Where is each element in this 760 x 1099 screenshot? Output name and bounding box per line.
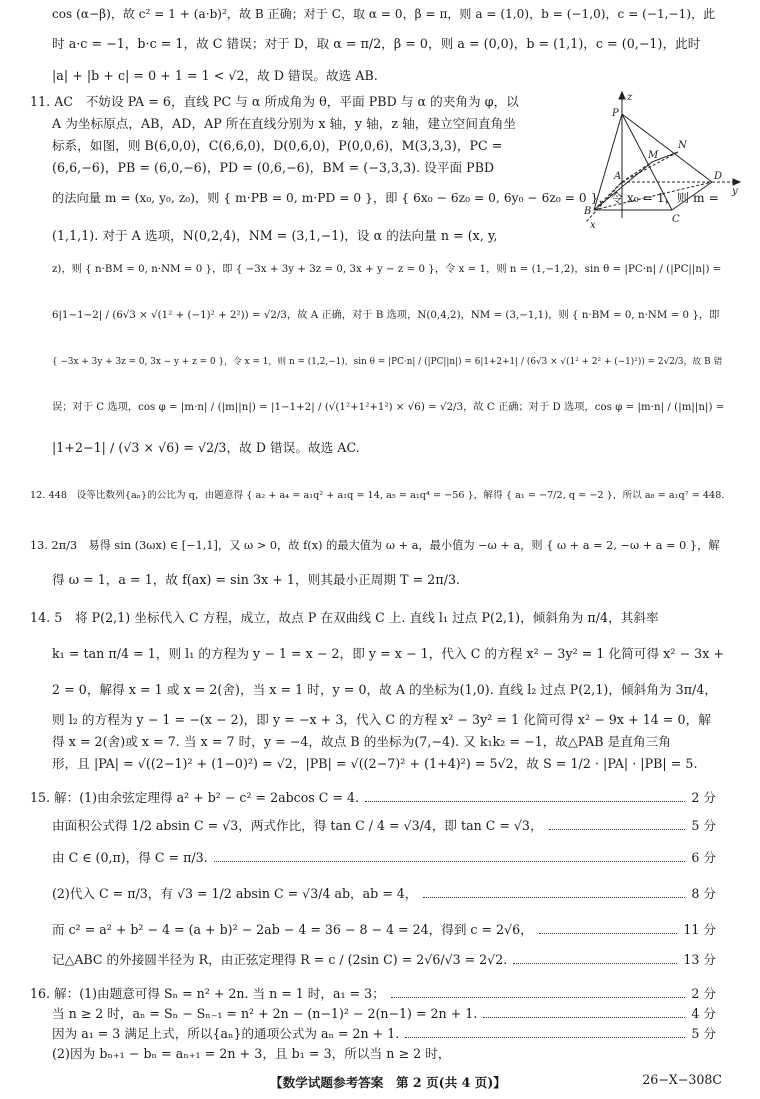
text-line: 13. 2π/3 易得 sin (3ωx) ∈ [−1,1]，又 ω > 0，故 f(x) 的最大值为 ω + a，最小值为 −ω + a，则 { ω + a = 2, −ω + a = 0 }，解	[30, 539, 720, 552]
text-line: 12. 448 设等比数列{aₙ}的公比为 q，由题意得 { a₂ + a₄ = a₁q² + a₁q = 14, a₅ = a₁q⁴ = −56 }，解得 { a₁ = −7/2, q = −2 }，所以 a₈ = a₁q⁷ = 448.	[30, 490, 725, 501]
leader-dots	[549, 821, 686, 830]
leader-dots	[483, 1009, 685, 1018]
footer-code: 26−X−308C	[642, 1072, 722, 1087]
y-axis-arrow	[733, 179, 740, 185]
text-line: 14. 5 将 P(2,1) 坐标代入 C 方程，成立，故点 P 在双曲线 C 上. 直线 l₁ 过点 P(2,1)，倾斜角为 π/4，其斜率	[30, 610, 659, 625]
text-line: (1,1,1). 对于 A 选项，N(0,2,4)，NM = (3,1,−1)，设 α 的法向量 n = (x, y,	[52, 228, 498, 243]
scored-line	[52, 920, 716, 940]
leader-dots	[214, 853, 686, 862]
score-label: 6 分	[691, 850, 716, 865]
text-line: 得 x = 2(舍)或 x = 7. 当 x = 7 时，y = −4，故点 B 的坐标为(7,−4). 又 k₁k₂ = −1，故△PAB 是直角三角	[52, 734, 671, 749]
text-line: |1+2−1| / (√3 × √6) = √2/3，故 D 错误。故选 AC.	[52, 440, 360, 455]
scored-text: 15. 解：(1)由余弦定理得 a² + b² − c² = 2abcos C = 4.	[30, 790, 359, 805]
footer-title: 【数学试题参考答案 第 2 页(共 4 页)】	[270, 1075, 506, 1090]
leader-dots	[365, 793, 685, 802]
score-label: 2 分	[691, 986, 716, 1001]
scored-line	[52, 1004, 716, 1024]
segment-AM	[622, 162, 652, 182]
label-M: M	[648, 150, 659, 161]
label-z: z	[627, 92, 633, 103]
text-line: cos (α−β)，故 c² = 1 + (a·b)²，故 B 正确；对于 C，取 α = 0，β = π，则 a = (1,0)，b = (−1,0)，c = (−1,−1)，此	[52, 7, 716, 21]
label-x: x	[590, 220, 596, 230]
leader-dots	[391, 989, 686, 998]
text-line: (6,6,−6)，PB = (6,0,−6)，PD = (0,6,−6)，BM = (−3,3,3). 设平面 PBD	[52, 160, 495, 175]
score-label: 5 分	[691, 1026, 716, 1041]
text-line: 的法向量 m = (x₀, y₀, z₀)，则 { m·PB = 0, m·PD = 0 }，即 { 6x₀ − 6z₀ = 0, 6y₀ − 6z₀ = 0 }，令 x₀ = 1，则 m =	[52, 191, 719, 205]
scored-line	[52, 950, 716, 970]
scored-text: 16. 解：(1)由题意可得 Sₙ = n² + 2n. 当 n = 1 时，a₁ = 3；	[30, 986, 385, 1001]
scored-text: 因为 a₁ = 3 满足上式，所以{aₙ}的通项公式为 aₙ = 2n + 1.	[52, 1026, 400, 1041]
score-label: 4 分	[691, 1006, 716, 1021]
leader-dots	[423, 889, 685, 898]
label-B: B	[584, 206, 592, 217]
scored-text: 记△ABC 的外接圆半径为 R，由正弦定理得 R = c / (2sin C) = 2√6/√3 = 2√2.	[52, 952, 508, 967]
coordinate-figure	[572, 90, 742, 230]
scored-text: 由面积公式得 1/2 absin C = √3，两式作比，得 tan C / 4 = √3/4，即 tan C = √3，	[52, 818, 543, 833]
scored-line	[52, 848, 716, 868]
text-line: z)，则 { n·BM = 0, n·NM = 0 }，即 { −3x + 3y + 3z = 0, 3x + y − z = 0 }，令 x = 1，则 n = (1,−1,2)，sin θ = |PC·n| / (|PC||n|) =	[52, 264, 722, 275]
edge-CD	[672, 182, 712, 210]
label-A: A	[614, 171, 622, 182]
score-label: 2 分	[691, 790, 716, 805]
scored-line	[52, 1024, 716, 1044]
text-line: 误；对于 C 选项，cos φ = |m·n| / (|m||n|) = |1−1+2| / (√(1²+1²+1²) × √6) = √2/3，故 C 正确；对于 D 选项，cos φ = |m·n| / (|m||n|) =	[52, 402, 725, 413]
label-P: P	[612, 108, 619, 119]
text-line: |a| + |b + c| = 0 + 1 = 1 < √2，故 D 错误。故选 AB.	[52, 68, 378, 83]
scored-line	[52, 884, 716, 904]
scored-line	[30, 788, 716, 808]
label-D: D	[714, 171, 723, 182]
scored-line	[52, 816, 716, 836]
score-label: 5 分	[691, 818, 716, 833]
scored-text: (2)代入 C = π/3，有 √3 = 1/2 absin C = √3/4 ab，ab = 4，	[52, 886, 418, 901]
text-line: 11. AC 不妨设 PA = 6，直线 PC 与 α 所成角为 θ，平面 PBD 与 α 的夹角为 φ，以	[30, 94, 519, 109]
text-line: 得 ω = 1，a = 1，故 f(ax) = sin 3x + 1，则其最小正周期 T = 2π/3.	[52, 572, 461, 587]
text-line: 6|1−1−2| / (6√3 × √(1² + (−1)² + 2²)) = √2/3，故 A 正确，对于 B 选项，N(0,4,2)，NM = (3,−1,1)，则 { n·BM = 0, n·NM = 0 }，即	[52, 310, 720, 321]
text-line: k₁ = tan π/4 = 1，则 l₁ 的方程为 y − 1 = x − 2，即 y = x − 1，代入 C 的方程 x² − 3y² = 1 化简可得 x² − 3x +	[52, 646, 725, 661]
scored-text: 由 C ∈ (0,π)，得 C = π/3.	[52, 850, 208, 865]
text-line: (2)因为 bₙ₊₁ − bₙ = aₙ₊₁ = 2n + 3，且 b₁ = 3，所以当 n ≥ 2 时，	[52, 1046, 451, 1061]
edge-PD	[622, 114, 712, 182]
edge-PC	[622, 114, 672, 210]
text-line: 标系，如图，则 B(6,0,0)，C(6,6,0)，D(0,6,0)，P(0,0,6)，M(3,3,3)，PC =	[52, 138, 503, 153]
score-label: 8 分	[691, 886, 716, 901]
label-N: N	[678, 140, 687, 151]
text-line: 2 = 0，解得 x = 1 或 x = 2(舍)，当 x = 1 时，y = 0，故 A 的坐标为(1,0). 直线 l₂ 过点 P(2,1)，倾斜角为 3π/4，	[52, 682, 718, 697]
leader-dots	[539, 925, 678, 934]
text-line: 则 l₂ 的方程为 y − 1 = −(x − 2)，即 y = −x + 3，代入 C 的方程 x² − 3y² = 1 化简可得 x² − 9x + 14 = 0，解	[52, 712, 711, 727]
scored-text: 而 c² = a² + b² − 4 = (a + b)² − 2ab − 4 = 36 − 8 − 4 = 24，得到 c = 2√6，	[52, 922, 533, 937]
scored-text: 当 n ≥ 2 时，aₙ = Sₙ − Sₙ₋₁ = n² + 2n − (n−1)² − 2(n−1) = 2n + 1.	[52, 1006, 478, 1021]
text-line: { −3x + 3y + 3z = 0, 3x − y + z = 0 }，令 x = 1，则 n = (1,2,−1)，sin θ = |PC·n| / (|PC||n|) = 6|1+2+1| / (6√3 × √(1² + 2² + (−1)²)) = 2√2/3，故 B 错	[52, 357, 723, 367]
score-label: 11 分	[683, 922, 716, 937]
scored-line	[30, 984, 716, 1004]
text-line: 形，且 |PA| = √((2−1)² + (1−0)²) = √2，|PB| = √((2−7)² + (1+4)²) = 5√2，故 S = 1/2 · |PA| · |PB| = 5.	[52, 756, 698, 771]
leader-dots	[513, 955, 677, 964]
text-line: A 为坐标原点，AB，AD，AP 所在直线分别为 x 轴，y 轴，z 轴，建立空间直角坐	[52, 116, 516, 131]
leader-dots	[405, 1029, 685, 1038]
score-label: 13 分	[683, 952, 716, 967]
label-y: y	[732, 186, 738, 197]
text-line: 时 a·c = −1，b·c = 1，故 C 错误；对于 D，取 α = π/2，β = 0，则 a = (0,0)，b = (1,1)，c = (0,−1)，此时	[52, 36, 701, 51]
segment-BM	[594, 162, 652, 210]
z-axis-arrow	[619, 92, 625, 99]
label-C: C	[672, 214, 680, 225]
